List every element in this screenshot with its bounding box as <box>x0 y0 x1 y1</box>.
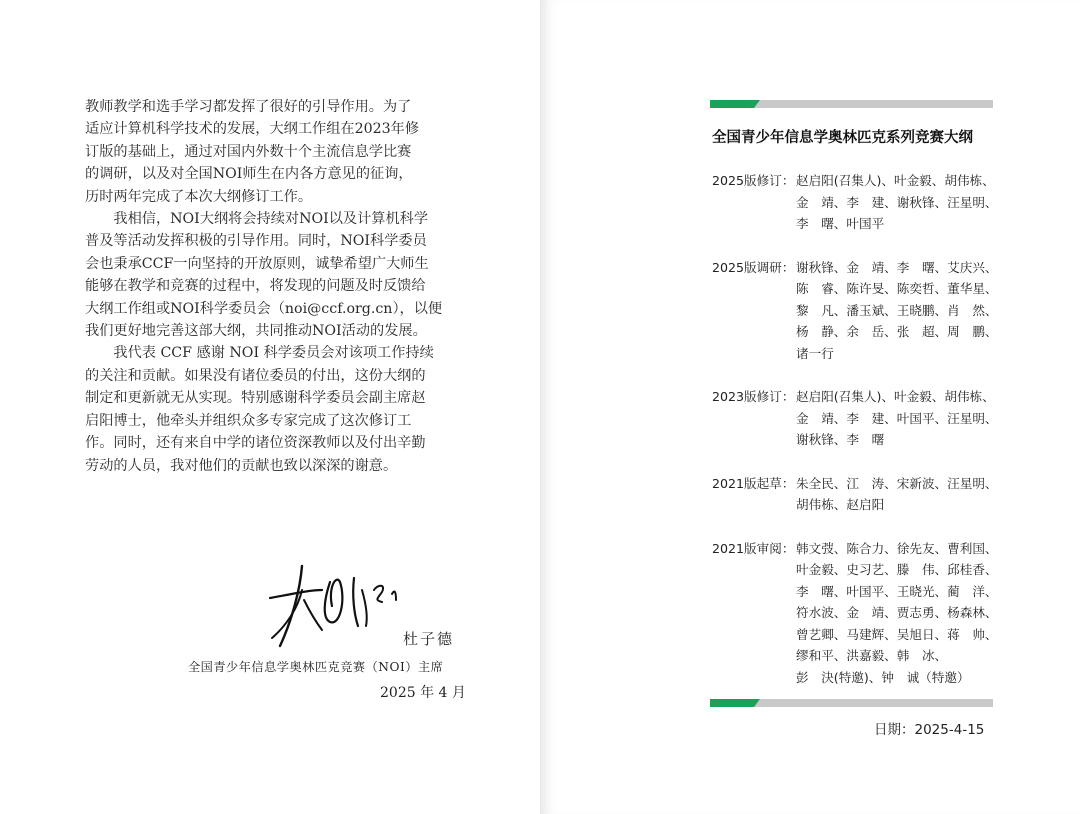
credit-row <box>712 213 1012 235</box>
credit-group <box>712 386 1012 451</box>
credit-names: 金 靖、李 建、叶国平、汪星明、 <box>796 410 998 426</box>
preface-line: 教师教学和选手学习都发挥了很好的引导作用。为了 <box>85 99 412 115</box>
credit-group <box>712 257 1012 365</box>
credit-names: 赵启阳(召集人)、叶金毅、胡伟栋、 <box>796 389 995 404</box>
preface-body <box>85 96 465 477</box>
footer-date: 日期：2025-4-15 <box>874 722 985 738</box>
preface-line: 我相信，NOI大纲将会持续对NOI以及计算机科学 <box>85 211 429 228</box>
credit-names: 缪和平、洪嘉毅、韩 冰、 <box>796 648 948 663</box>
credit-group <box>712 538 1012 689</box>
credit-names: 曾艺卿、马建辉、吴旭日、蒋 帅、 <box>796 626 998 642</box>
preface-line: 会也秉承CCF一向坚持的开放原则，诚挚希望广大师生 <box>85 255 429 272</box>
credit-group <box>712 170 1012 235</box>
preface-line: 启阳博士，他牵头并组织众多专家完成了这次修订工 <box>85 412 412 429</box>
credit-row <box>712 321 1012 343</box>
credit-names: 陈 睿、陈许旻、陈奕哲、董华星、 <box>796 281 998 296</box>
preface-line: 历时两年完成了本次大纲修订工作。 <box>85 188 313 205</box>
credit-row <box>712 278 1012 300</box>
credit-row <box>712 667 1012 689</box>
credit-names: 朱全民、江 涛、宋新波、汪星明、 <box>796 475 998 491</box>
header-accent-bar <box>710 100 993 108</box>
credit-label: 2025版调研： <box>712 259 795 275</box>
credit-label: 2021版起草： <box>712 475 795 491</box>
credit-names: 金 靖、李 建、谢秋锋、汪星明、 <box>796 194 998 210</box>
credit-names: 杨 静、余 岳、张 超、周 鹏、 <box>796 324 998 339</box>
credit-row <box>712 624 1012 646</box>
credit-row <box>712 559 1012 581</box>
preface-line: 作。同时，还有来自中学的诸位资深教师以及付出辛勤 <box>85 435 426 452</box>
preface-line: 我代表 CCF 感谢 NOI 科学委员会对该项工作持续 <box>85 345 434 362</box>
credit-row <box>712 602 1012 624</box>
credit-row <box>712 429 1012 451</box>
preface-line: 劳动的人员，我对他们的贡献也致以深深的谢意。 <box>85 457 398 474</box>
credit-names: 谢秋锋、李 曙 <box>796 432 885 447</box>
credit-row <box>712 473 1012 495</box>
credit-row <box>712 300 1012 322</box>
credit-row <box>712 170 1012 192</box>
credit-names: 赵启阳(召集人)、叶金毅、胡伟栋、 <box>796 173 995 188</box>
credit-names: 李 曙、叶国平 <box>796 216 885 231</box>
preface-line: 制定和更新就无从实现。特别感谢科学委员会副主席赵 <box>85 390 426 407</box>
credit-names: 彭 決(特邀)、钟 诚（特邀） <box>796 669 970 685</box>
document-title: 全国青少年信息学奥林匹克系列竞赛大纲 <box>712 130 973 146</box>
preface-line: 我们更好地完善这部大纲，共同推动NOI活动的发展。 <box>85 323 427 340</box>
credit-label: 2025版修订： <box>712 173 795 188</box>
preface-line: 的调研，以及对全国NOI师生在内各方意见的征询， <box>85 166 413 183</box>
credit-names: 黎 凡、潘玉斌、王晓鹏、肖 然、 <box>796 302 998 318</box>
credit-row <box>712 192 1012 214</box>
credit-row <box>712 386 1012 408</box>
credit-names: 李 曙、叶国平、王晓光、蔺 洋、 <box>796 583 998 599</box>
preface-line: 订版的基础上，通过对国内外数十个主流信息学比赛 <box>85 143 412 160</box>
preface-line: 能够在教学和竞赛的过程中，将发现的问题及时反馈给 <box>85 278 426 295</box>
preface-line: 大纲工作组或NOI科学委员会（noi@ccf.org.cn），以便 <box>85 300 443 317</box>
credit-row <box>712 257 1012 279</box>
credit-row <box>712 645 1012 667</box>
credit-names: 韩文弢、陈合力、徐先友、曹利国、 <box>796 540 998 556</box>
credit-row <box>712 343 1012 365</box>
credit-row <box>712 408 1012 430</box>
credit-names: 叶金毅、史习艺、滕 伟、邱桂香、 <box>796 562 998 577</box>
footer-accent-bar <box>710 699 993 707</box>
signer-name: 杜子德 <box>403 630 455 648</box>
credit-names: 符水波、金 靖、贾志勇、杨森林、 <box>796 605 998 620</box>
credit-row <box>712 494 1012 516</box>
credit-names: 诸一行 <box>796 345 834 361</box>
preface-line: 普及等活动发挥积极的引导作用。同时，NOI科学委员 <box>85 233 427 250</box>
credits-list <box>712 170 1012 710</box>
preface-line: 的关注和贡献。如果没有诸位委员的付出，这份大纲的 <box>85 367 426 384</box>
credit-names: 胡伟栋、赵启阳 <box>796 497 885 512</box>
credit-group <box>712 473 1012 516</box>
sign-date: 2025 年 4 月 <box>380 685 466 701</box>
signer-title: 全国青少年信息学奥林匹克竞赛（NOI）主席 <box>188 660 444 674</box>
credit-label: 2023版修订： <box>712 389 795 404</box>
credit-label: 2021版审阅： <box>712 540 795 556</box>
credit-row <box>712 581 1012 603</box>
preface-line: 适应计算机科学技术的发展，大纲工作组在2023年修 <box>85 121 420 138</box>
credit-row <box>712 538 1012 560</box>
credit-names: 谢秋锋、金 靖、李 曙、艾庆兴、 <box>796 259 998 275</box>
